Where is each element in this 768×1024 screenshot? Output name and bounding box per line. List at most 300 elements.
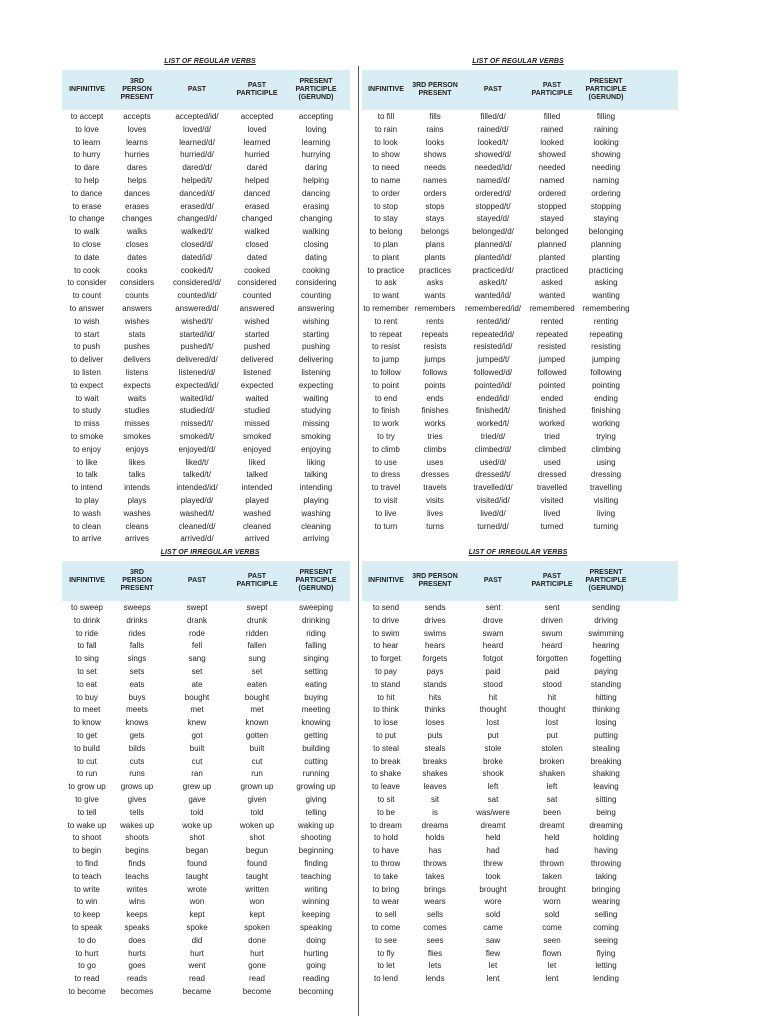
cell-third-person: steals	[424, 743, 446, 753]
cell-past-participle: spoken	[244, 922, 270, 932]
cell-past-participle: learned	[243, 137, 271, 147]
table-header	[62, 70, 350, 110]
table-row	[62, 290, 350, 303]
cell-gerund: going	[306, 961, 326, 971]
cell-infinitive: to shake	[370, 769, 402, 779]
cell-third-person: drives	[424, 615, 446, 625]
cell-past: lost	[486, 718, 500, 728]
cell-gerund: ordering	[591, 188, 621, 198]
table-row	[362, 768, 678, 781]
cell-gerund: dancing	[301, 188, 331, 198]
cell-past-participle: waited	[245, 393, 269, 403]
table-row	[362, 341, 678, 354]
cell-past: sent	[485, 603, 501, 612]
cell-gerund: wishing	[302, 316, 330, 326]
cell-infinitive: to show	[372, 150, 400, 160]
cell-third-person: cooks	[126, 265, 148, 275]
cell-third-person: enjoys	[125, 444, 149, 454]
table-row	[362, 653, 678, 666]
cell-past: expected/id/	[175, 380, 219, 390]
cell-past-participle: looked	[540, 137, 564, 147]
cell-past: planned/d/	[474, 239, 512, 249]
cell-past-participle: kept	[249, 910, 265, 920]
table-row	[362, 730, 678, 743]
cell-third-person: fills	[429, 112, 441, 121]
cell-infinitive: to resist	[371, 342, 400, 352]
cell-past-participle: run	[251, 769, 263, 779]
cell-past: bought	[184, 692, 210, 702]
table-row	[62, 380, 350, 393]
cell-gerund: hurting	[303, 948, 329, 958]
cell-gerund: breaking	[590, 756, 622, 766]
cell-gerund: answering	[297, 303, 335, 313]
cell-infinitive: to work	[373, 419, 399, 429]
cell-past: rode	[188, 628, 205, 638]
cell-third-person: turns	[426, 521, 444, 531]
cell-past: stayed/d/	[476, 214, 510, 224]
cell-infinitive: to become	[68, 986, 106, 996]
table-row	[362, 602, 678, 615]
cell-gerund: staying	[593, 214, 619, 224]
cell-past: walked/t/	[181, 227, 213, 237]
header-infinitive: INFINITIVE	[368, 86, 404, 93]
cell-third-person: dares	[126, 163, 147, 173]
cell-third-person: counts	[125, 291, 149, 301]
cell-past: loved/d/	[182, 124, 212, 134]
cell-third-person: follows	[422, 367, 448, 377]
cell-infinitive: to study	[72, 406, 101, 416]
cell-gerund: turning	[593, 521, 619, 531]
cell-gerund: closing	[303, 239, 329, 249]
cell-infinitive: to eat	[76, 679, 97, 689]
cell-third-person: works	[424, 419, 446, 429]
cell-past-participle: delivered	[240, 355, 274, 365]
cell-infinitive: to plan	[373, 239, 399, 249]
cell-past-participle: climbed	[538, 444, 566, 454]
cell-gerund: intending	[299, 483, 333, 493]
cell-third-person: wins	[128, 897, 145, 907]
cell-past-participle: thought	[538, 705, 566, 715]
cell-infinitive: to dream	[370, 820, 402, 830]
cell-past-participle: showed	[538, 150, 566, 160]
table-row	[62, 794, 350, 807]
cell-past: paid	[485, 666, 501, 676]
cell-infinitive: to sing	[75, 654, 99, 664]
cell-past: pointed/id/	[474, 380, 512, 390]
cell-past-participle: given	[247, 794, 267, 804]
table-title: LIST OF IRREGULAR VERBS	[468, 549, 568, 556]
cell-gerund: building	[302, 743, 330, 753]
cell-past-participle: turned	[540, 521, 564, 531]
cell-infinitive: to play	[75, 495, 99, 505]
cell-third-person: orders	[423, 188, 447, 198]
table-row	[362, 457, 678, 470]
cell-past-participle: begun	[245, 846, 269, 856]
table-row	[62, 277, 350, 290]
cell-third-person: shoots	[125, 833, 149, 843]
cell-third-person: cuts	[129, 756, 145, 766]
cell-infinitive: to name	[371, 175, 401, 185]
cell-infinitive: to arrive	[72, 534, 102, 544]
cell-past-participle: had	[545, 846, 559, 856]
cell-past: hurried/d/	[180, 150, 214, 160]
cell-infinitive: to date	[74, 252, 100, 262]
table-title: LIST OF REGULAR VERBS	[164, 58, 256, 65]
cell-gerund: visiting	[593, 495, 619, 505]
cell-past: went	[188, 961, 206, 971]
cell-past-participle: travelled	[536, 483, 568, 493]
cell-past-participle: sat	[546, 794, 558, 804]
cell-past-participle: finished	[538, 406, 566, 416]
cell-past: fotgot	[482, 654, 503, 664]
cell-gerund: hurrying	[301, 150, 331, 160]
cell-past: saw	[485, 935, 501, 945]
cell-past-participle: swum	[541, 628, 563, 638]
cell-gerund: winning	[302, 897, 330, 907]
table-row	[362, 692, 678, 705]
cell-third-person: teachs	[125, 871, 149, 881]
cell-gerund: finishing	[591, 406, 621, 416]
cell-gerund: dreaming	[589, 820, 623, 830]
cell-past: shot	[189, 833, 205, 843]
table-row	[62, 756, 350, 769]
cell-past: had	[486, 846, 500, 856]
cell-gerund: dating	[305, 252, 327, 262]
table-row	[362, 717, 678, 730]
cell-past-participle: shaken	[539, 769, 565, 779]
cell-gerund: asking	[594, 278, 618, 288]
table-body-regular-left	[62, 111, 350, 546]
cell-past: worked/t/	[476, 419, 510, 429]
table-row	[362, 628, 678, 641]
cell-gerund: swimming	[588, 628, 624, 638]
cell-gerund: looking	[593, 137, 619, 147]
cell-gerund: planning	[590, 239, 622, 249]
cell-past: threw	[483, 858, 503, 868]
cell-gerund: throwing	[590, 858, 622, 868]
cell-third-person: speaks	[124, 922, 150, 932]
cell-past: swept	[186, 603, 208, 612]
cell-infinitive: to fill	[377, 112, 395, 121]
cell-past-participle: stayed	[540, 214, 564, 224]
cell-third-person: tries	[427, 431, 443, 441]
cell-past-participle: gone	[248, 961, 266, 971]
cell-gerund: putting	[593, 730, 619, 740]
header-past: PAST	[483, 86, 503, 93]
cell-past: wrote	[187, 884, 207, 894]
cell-infinitive: to bring	[372, 884, 400, 894]
table-row	[62, 717, 350, 730]
cell-gerund: having	[594, 846, 618, 856]
cell-infinitive: to sit	[377, 794, 395, 804]
cell-third-person: walks	[126, 227, 147, 237]
cell-infinitive: to shoot	[72, 833, 102, 843]
cell-third-person: puts	[427, 730, 443, 740]
cell-past-participle: liked	[248, 457, 266, 467]
cell-past: needed/id/	[474, 163, 512, 173]
cell-past-participle: pushed	[243, 342, 271, 352]
table-row	[62, 533, 350, 546]
cell-third-person: changes	[121, 214, 153, 224]
cell-third-person: travels	[423, 483, 447, 493]
cell-infinitive: to deliver	[70, 355, 104, 365]
cell-past-participle: tried	[544, 431, 560, 441]
table-row	[362, 175, 678, 188]
cell-past: smoked/t/	[179, 431, 215, 441]
cell-third-person: lives	[426, 508, 443, 518]
cell-past-participle: listened	[243, 367, 271, 377]
cell-gerund: growing up	[296, 782, 336, 792]
cell-infinitive: to throw	[371, 858, 401, 868]
cell-past-participle: rented	[540, 316, 564, 326]
table-row	[362, 896, 678, 909]
cell-gerund: standing	[590, 679, 622, 689]
table-row	[362, 935, 678, 948]
cell-third-person: lets	[428, 961, 442, 971]
cell-third-person: writes	[126, 884, 148, 894]
cell-infinitive: to turn	[374, 521, 398, 531]
table-row	[62, 871, 350, 884]
cell-past-participle: arrived	[244, 534, 270, 544]
table-row	[362, 405, 678, 418]
cell-gerund: shooting	[300, 833, 332, 843]
cell-gerund: teaching	[300, 871, 332, 881]
table-row	[62, 188, 350, 201]
cell-gerund: repeating	[589, 329, 623, 339]
table-row	[62, 768, 350, 781]
cell-gerund: cleaning	[301, 521, 331, 531]
cell-infinitive: to smoke	[70, 431, 104, 441]
cell-past: erased/d/	[180, 201, 214, 211]
table-header	[362, 561, 678, 601]
cell-past: told	[190, 807, 204, 817]
cell-past: followed/d/	[473, 367, 513, 377]
cell-third-person: hurts	[128, 948, 146, 958]
cell-third-person: dances	[124, 188, 150, 198]
header-past: PAST	[483, 577, 503, 584]
cell-infinitive: to give	[75, 794, 99, 804]
table-row	[62, 986, 350, 999]
cell-past-participle: stolen	[541, 743, 563, 753]
table-row	[62, 111, 350, 124]
table-row	[362, 666, 678, 679]
cell-past: dared/d/	[182, 163, 212, 173]
cell-gerund: remembering	[582, 303, 630, 313]
cell-infinitive: to begin	[72, 846, 102, 856]
cell-past: resisted/id/	[473, 342, 513, 352]
cell-past-participle: closed	[245, 239, 269, 249]
cell-third-person: gets	[129, 730, 145, 740]
cell-past: intended/id/	[176, 483, 218, 493]
cell-past: dated/id/	[181, 252, 213, 262]
cell-past: read	[188, 974, 205, 984]
cell-gerund: living	[596, 508, 616, 518]
cell-third-person: sends	[424, 603, 446, 612]
cell-gerund: taking	[595, 871, 617, 881]
cell-past: stopped/t/	[475, 201, 511, 211]
cell-infinitive: to be	[377, 807, 395, 817]
table-row	[362, 960, 678, 973]
table-row	[362, 858, 678, 871]
table-row	[362, 252, 678, 265]
table-row	[62, 239, 350, 252]
cell-third-person: studies	[124, 406, 150, 416]
cell-past-participle: stood	[542, 679, 562, 689]
cell-infinitive: to climb	[372, 444, 400, 454]
cell-past-participle: worked	[539, 419, 565, 429]
header-third-person: 3RD PERSON PRESENT	[412, 573, 458, 588]
table-row	[62, 137, 350, 150]
cell-third-person: forgets	[422, 654, 448, 664]
table-row	[362, 482, 678, 495]
cell-past: wanted/id/	[474, 291, 512, 301]
cell-infinitive: to lose	[374, 718, 398, 728]
cell-third-person: names	[422, 175, 447, 185]
cell-past: remembered/id/	[464, 303, 522, 313]
cell-infinitive: to run	[76, 769, 98, 779]
cell-infinitive: to point	[372, 380, 400, 390]
cell-past: knew	[187, 718, 207, 728]
cell-gerund: talking	[304, 470, 328, 480]
cell-third-person: pays	[426, 666, 444, 676]
cell-third-person: washes	[123, 508, 151, 518]
table-row	[62, 602, 350, 615]
cell-gerund: erasing	[302, 201, 330, 211]
cell-infinitive: to remember	[363, 303, 409, 313]
cell-past: washed/t/	[179, 508, 215, 518]
cell-past: learned/d/	[179, 137, 215, 147]
table-row	[362, 367, 678, 380]
cell-past-participle: started	[244, 329, 270, 339]
cell-gerund: dressing	[590, 470, 622, 480]
cell-infinitive: to repeat	[370, 329, 402, 339]
cell-past: kept	[189, 910, 205, 920]
cell-past-participle: written	[245, 884, 269, 894]
cell-past-participle: wanted	[539, 291, 565, 301]
cell-third-person: considers	[119, 278, 155, 288]
cell-gerund: sweeping	[299, 603, 333, 612]
cell-third-person: knows	[125, 718, 149, 728]
cell-third-person: wears	[424, 897, 446, 907]
cell-past-participle: answered	[239, 303, 275, 313]
cell-infinitive: to listen	[73, 367, 101, 377]
cell-gerund: trying	[596, 431, 616, 441]
cell-past: fell	[191, 641, 203, 651]
cell-infinitive: to drive	[372, 615, 400, 625]
cell-gerund: using	[596, 457, 616, 467]
cell-gerund: doing	[306, 935, 326, 945]
cell-past-participle: told	[250, 807, 264, 817]
cell-gerund: singing	[303, 654, 329, 664]
cell-infinitive: to think	[373, 705, 399, 715]
table-row	[362, 213, 678, 226]
cell-past-participle: drunk	[246, 615, 267, 625]
table-row	[362, 922, 678, 935]
cell-past: rained/d/	[477, 124, 509, 134]
table-row	[362, 807, 678, 820]
cell-infinitive: to stand	[371, 679, 401, 689]
cell-gerund: finding	[304, 858, 328, 868]
cell-infinitive: to fall	[77, 641, 97, 651]
cell-gerund: loving	[305, 124, 327, 134]
cell-past: ordered/d/	[474, 188, 512, 198]
cell-infinitive: to fly	[377, 948, 395, 958]
cell-infinitive: to jump	[372, 355, 400, 365]
table-row	[362, 239, 678, 252]
cell-third-person: resists	[423, 342, 447, 352]
cell-gerund: flying	[596, 948, 616, 958]
cell-past-participle: pointed	[538, 380, 566, 390]
cell-third-person: rents	[426, 316, 444, 326]
cell-infinitive: to learn	[73, 137, 101, 147]
cell-infinitive: to stay	[374, 214, 398, 224]
cell-third-person: finishes	[421, 406, 449, 416]
cell-third-person: misses	[124, 419, 150, 429]
cell-past: delivered/d/	[176, 355, 218, 365]
cell-gerund: changing	[299, 214, 333, 224]
cell-third-person: swims	[423, 628, 447, 638]
cell-past-participle: filled	[543, 112, 561, 121]
cell-infinitive: to lend	[373, 974, 399, 984]
cell-past: tried/d/	[480, 431, 506, 441]
cell-past-participle: brought	[538, 884, 566, 894]
cell-gerund: travelling	[589, 483, 622, 493]
cell-gerund: naming	[592, 175, 620, 185]
cell-past-participle: counted	[242, 291, 272, 301]
cell-third-person: wakes up	[120, 820, 154, 830]
cell-infinitive: to expect	[70, 380, 104, 390]
table-row	[62, 730, 350, 743]
cell-past: gave	[188, 794, 206, 804]
cell-infinitive: to break	[371, 756, 401, 766]
cell-gerund: pointing	[591, 380, 621, 390]
cell-third-person: hears	[424, 641, 445, 651]
cell-infinitive: to walk	[74, 227, 100, 237]
cell-infinitive: to try	[377, 431, 395, 441]
cell-past: jumped/t/	[476, 355, 510, 365]
cell-third-person: uses	[426, 457, 444, 467]
cell-third-person: remembers	[414, 303, 456, 313]
cell-past: became	[182, 986, 212, 996]
cell-past: turned/d/	[477, 521, 509, 531]
cell-gerund: renting	[593, 316, 619, 326]
cell-gerund: listening	[301, 367, 331, 377]
cell-past-participle: studied	[244, 406, 270, 416]
cell-gerund: stealing	[592, 743, 620, 753]
table-row	[62, 935, 350, 948]
cell-third-person: points	[424, 380, 446, 390]
cell-infinitive: to help	[74, 175, 100, 185]
cell-infinitive: to need	[372, 163, 400, 173]
table-row	[62, 303, 350, 316]
table-row	[62, 265, 350, 278]
cell-past-participle: played	[245, 495, 269, 505]
cell-infinitive: to dress	[371, 470, 401, 480]
table-row	[362, 201, 678, 214]
cell-infinitive: to let	[377, 961, 395, 971]
table-row	[62, 431, 350, 444]
cell-past: began	[185, 846, 209, 856]
cell-third-person: plants	[424, 252, 446, 262]
cell-past-participle: danced	[243, 188, 271, 198]
cell-third-person: goes	[128, 961, 146, 971]
cell-past: studied/d/	[179, 406, 215, 416]
cell-gerund: hitting	[595, 692, 617, 702]
cell-infinitive: to hear	[373, 641, 399, 651]
cell-past-participle: hurt	[250, 948, 264, 958]
table-row	[62, 418, 350, 431]
cell-past: travelled/d/	[473, 483, 513, 493]
